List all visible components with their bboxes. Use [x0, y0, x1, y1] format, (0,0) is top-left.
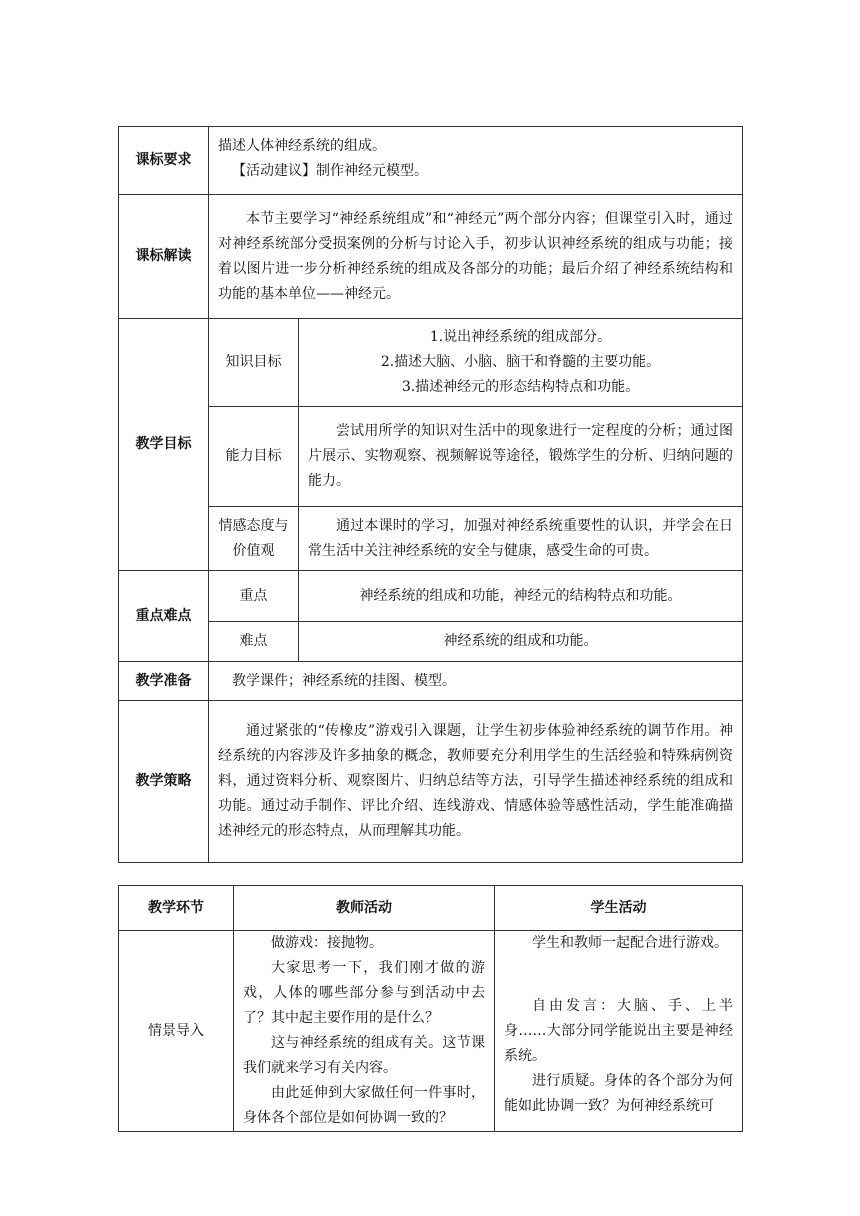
curriculum-interpretation-text: 本节主要学习“神经系统组成”和“神经元”两个部分内容；但课堂引入时，通过对神经系统部分受损案例的分析与讨论入手，初步认识神经系统的组成与功能；接着以图片进一步分析神经系统的组成及各部分的功能；最后介绍了神经系统结构和功能的基本单位——神经元。 — [218, 210, 733, 302]
difficulty-text: 神经系统的组成和功能。 — [299, 622, 743, 662]
teacher-activity-paragraph: 这与神经系统的组成有关。这节课我们就来学习有关内容。 — [243, 1035, 485, 1076]
curriculum-interpretation-content — [209, 195, 743, 319]
ability-goal-content — [299, 407, 743, 507]
lesson-overview-table — [118, 126, 743, 863]
teaching-strategy-label: 教学策略 — [119, 701, 209, 863]
attitude-goal-label-line: 价值观 — [232, 542, 275, 559]
teacher-activity-paragraph: 大家思考一下，我们刚才做的游戏，人体的哪些部分参与到活动中去了？其中起主要作用的是什么？ — [243, 960, 485, 1026]
column-header-stage: 教学环节 — [119, 886, 234, 931]
teaching-strategy-text: 通过紧张的“传橡皮”游戏引入课题，让学生初步体验神经系统的调节作用。神经系统的内容涉及许多抽象的概念，教师要充分利用学生的生活经验和特殊病例资料，通过资料分析、观察图片、归纳总结等方法，引导学生描述神经系统的组成和功能。通过动手制作、评比介绍、连线游戏、情感体验等感性活动，学生能准确描述神经元的形态特点，从而理解其功能。 — [218, 723, 733, 839]
student-activity-cell — [495, 931, 743, 1132]
attitude-goal-label-line: 情感态度与 — [218, 517, 289, 534]
curriculum-requirement-line: 描述人体神经系统的组成。 — [218, 138, 386, 154]
knowledge-goal-item: 2.描述大脑、小脑、脑干和脊髓的主要功能。 — [380, 354, 661, 370]
knowledge-goal-label: 知识目标 — [209, 319, 299, 407]
teaching-prep-text: 教学课件；神经系统的挂图、模型。 — [232, 672, 456, 689]
column-header-student: 学生活动 — [495, 886, 743, 931]
student-activity-paragraph: 自由发言：大脑、手、上半身……大部分同学能说出主要是神经系统。 — [504, 998, 733, 1064]
column-header-teacher: 教师活动 — [234, 886, 495, 931]
teaching-strategy-content — [209, 701, 743, 863]
knowledge-goal-content — [299, 319, 743, 407]
attitude-goal-label — [209, 507, 299, 571]
key-points-label: 重点难点 — [119, 571, 209, 662]
knowledge-goal-item: 1.说出神经系统的组成部分。 — [429, 329, 612, 345]
teaching-goals-label: 教学目标 — [119, 319, 209, 571]
focus-label: 重点 — [209, 571, 299, 622]
curriculum-requirement-label: 课标要求 — [119, 127, 209, 195]
knowledge-goal-item: 3.描述神经元的形态结构特点和功能。 — [401, 379, 640, 395]
teacher-activity-cell — [234, 931, 495, 1132]
ability-goal-text: 尝试用所学的知识对生活中的现象进行一定程度的分析；通过图片展示、实物观察、视频解说等途径，锻炼学生的分析、归纳问题的能力。 — [308, 423, 733, 489]
teaching-prep-label: 教学准备 — [119, 662, 209, 701]
student-activity-paragraph: 学生和教师一起配合进行游戏。 — [532, 935, 728, 951]
ability-goal-label: 能力目标 — [209, 407, 299, 507]
curriculum-requirement-content — [209, 127, 743, 195]
attitude-goal-text: 通过本课时的学习，加强对神经系统重要性的认识，并学会在日常生活中关注神经系统的安全与健康，感受生命的可贵。 — [308, 517, 733, 559]
attitude-goal-content — [299, 507, 743, 571]
activity-suggestion-line: 【活动建议】制作神经元模型。 — [232, 163, 428, 179]
difficulty-label: 难点 — [209, 622, 299, 662]
focus-text: 神经系统的组成和功能，神经元的结构特点和功能。 — [299, 571, 743, 622]
teacher-activity-paragraph: 由此延伸到大家做任何一件事时，身体各个部位是如何协调一致的？ — [243, 1085, 485, 1126]
teaching-process-table — [118, 885, 743, 1132]
curriculum-interpretation-label: 课标解读 — [119, 195, 209, 319]
teacher-activity-paragraph: 做游戏：接抛物。 — [271, 935, 383, 951]
student-activity-paragraph: 进行质疑。身体的各个部分为何能如此协调一致？为何神经系统可 — [504, 1073, 733, 1114]
stage-intro-label: 情景导入 — [119, 931, 234, 1132]
teaching-prep-content — [209, 662, 743, 701]
